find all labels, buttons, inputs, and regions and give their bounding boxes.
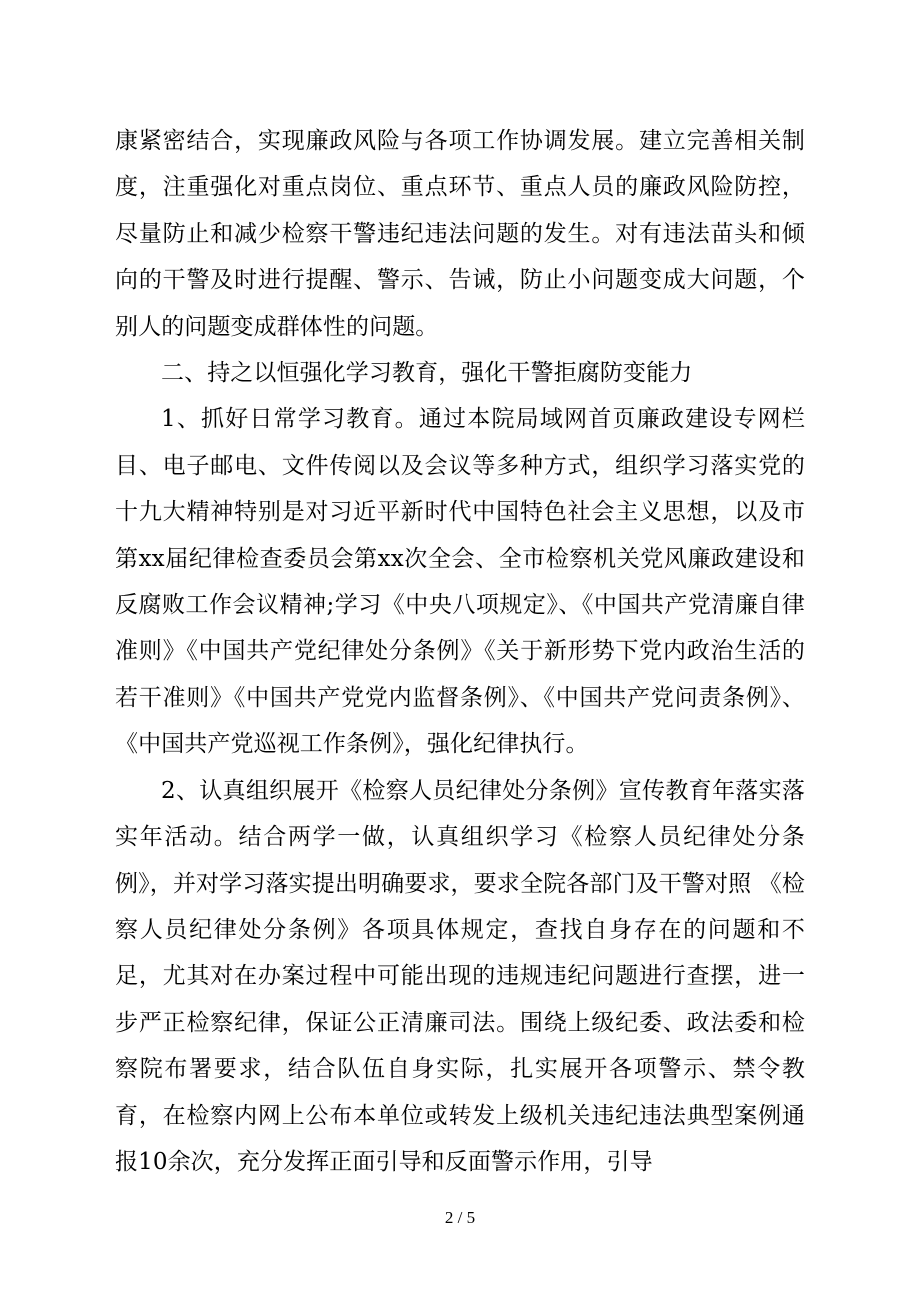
paragraph-item-1: 1、抓好日常学习教育。通过本院局域网首页廉政建设专网栏目、电子邮电、文件传阅以及会议等多种方式，组织学习落实党的十九大精神特别是对习近平新时代中国特色社会主义思想，以及市第xx届纪律检查委员会第xx次全会、全市检察机关党风廉政建设和反腐败工作会议精神;学习《中央八项规定》、《中国共产党清廉自律准则》《中国共产党纪律处分条例》《关于新形势下党内政治生活的若干准则》《中国共产党党内监督条例》、《中国共产党问责条例》、《中国共产党巡视工作条例》，强化纪律执行。 — [115, 406, 805, 758]
section-heading: 二、持之以恒强化学习教育，强化干警拒腐防变能力 — [161, 360, 693, 387]
paragraph-item-2: 2、认真组织展开《检察人员纪律处分条例》宣传教育年落实落实年活动。结合两学一做，认真组织学习《检察人员纪律处分条例》，并对学习落实提出明确要求，要求全院各部门及干警对照 《检察人员纪律处分条例》各项具体规定，查找自身存在的问题和不足，尤其对在办案过程中可能出现的违规违纪问题进行查摆，进一步严正检察纪律，保证公正清廉司法。围绕上级纪委、政法委和检察院布署要求，结合队伍自身实际，扎实展开各项警示、禁令教育，在检察内网上公布本单位或转发上级机关违纪违法典型案例通报10余次，充分发挥正面引导和反面警示作用，引导 — [115, 777, 805, 1175]
paragraph-continuation: 康紧密结合，实现廉政风险与各项工作协调发展。建立完善相关制度，注重强化对重点岗位、重点环节、重点人员的廉政风险防控，尽量防止和减少检察干警违纪违法问题的发生。对有违法苗头和倾向的干警及时进行提醒、警示、告诫，防止小问题变成大问题，个别人的问题变成群体性的问题。 — [115, 128, 805, 340]
page-number: 2 / 5 — [444, 1208, 476, 1227]
document-body — [115, 118, 805, 1185]
